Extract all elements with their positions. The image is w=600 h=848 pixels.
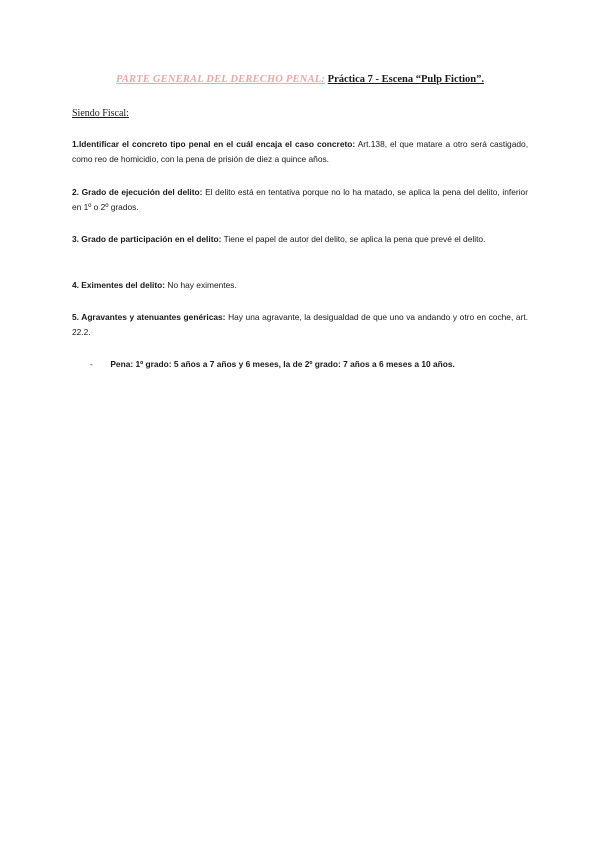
item-4-label: 4. Eximentes del delito:: [72, 280, 166, 290]
item-4: [72, 278, 528, 293]
item-5-text: Hay una agravante, la desigualdad de que uno va andando y otro en coche, art. 22.2.: [72, 312, 528, 337]
item-5: [72, 310, 528, 339]
bullet-marker: -: [90, 359, 93, 369]
item-1-text: Art.138, el que matare a otro será castigado, como reo de homicidio, con la pena de prisión de diez a quince años.: [72, 139, 529, 164]
item-3: [72, 232, 528, 247]
item-2-text: El delito está en tentativa porque no lo ha matado, se aplica la pena del delito, inferior en 1º o 2º grados.: [72, 187, 528, 212]
item-2: [72, 185, 528, 214]
item-1: [72, 137, 528, 166]
bullet-item: [90, 357, 530, 372]
title-main: Práctica 7 - Escena “Pulp Fiction”.: [327, 74, 484, 85]
item-2-label: 2. Grado de ejecución del delito:: [72, 187, 203, 197]
item-3-label: 3. Grado de participación en el delito:: [72, 234, 222, 244]
item-4-text: No hay eximentes.: [167, 280, 237, 290]
item-5-label: 5. Agravantes y atenuantes genéricas:: [72, 312, 226, 322]
bullet-text: Pena: 1º grado: 5 años a 7 años y 6 meses, la de 2º grado: 7 años a 6 meses a 10 años.: [110, 359, 455, 369]
subheading: Siendo Fiscal:: [72, 108, 129, 119]
title-accent: PARTE GENERAL DEL DERECHO PENAL:: [116, 74, 326, 85]
document-title: [0, 73, 600, 88]
item-3-text: Tiene el papel de autor del delito, se aplica la pena que prevé el delito.: [223, 234, 486, 244]
item-1-label: 1.Identificar el concreto tipo penal en el cuál encaja el caso concreto:: [72, 139, 356, 149]
